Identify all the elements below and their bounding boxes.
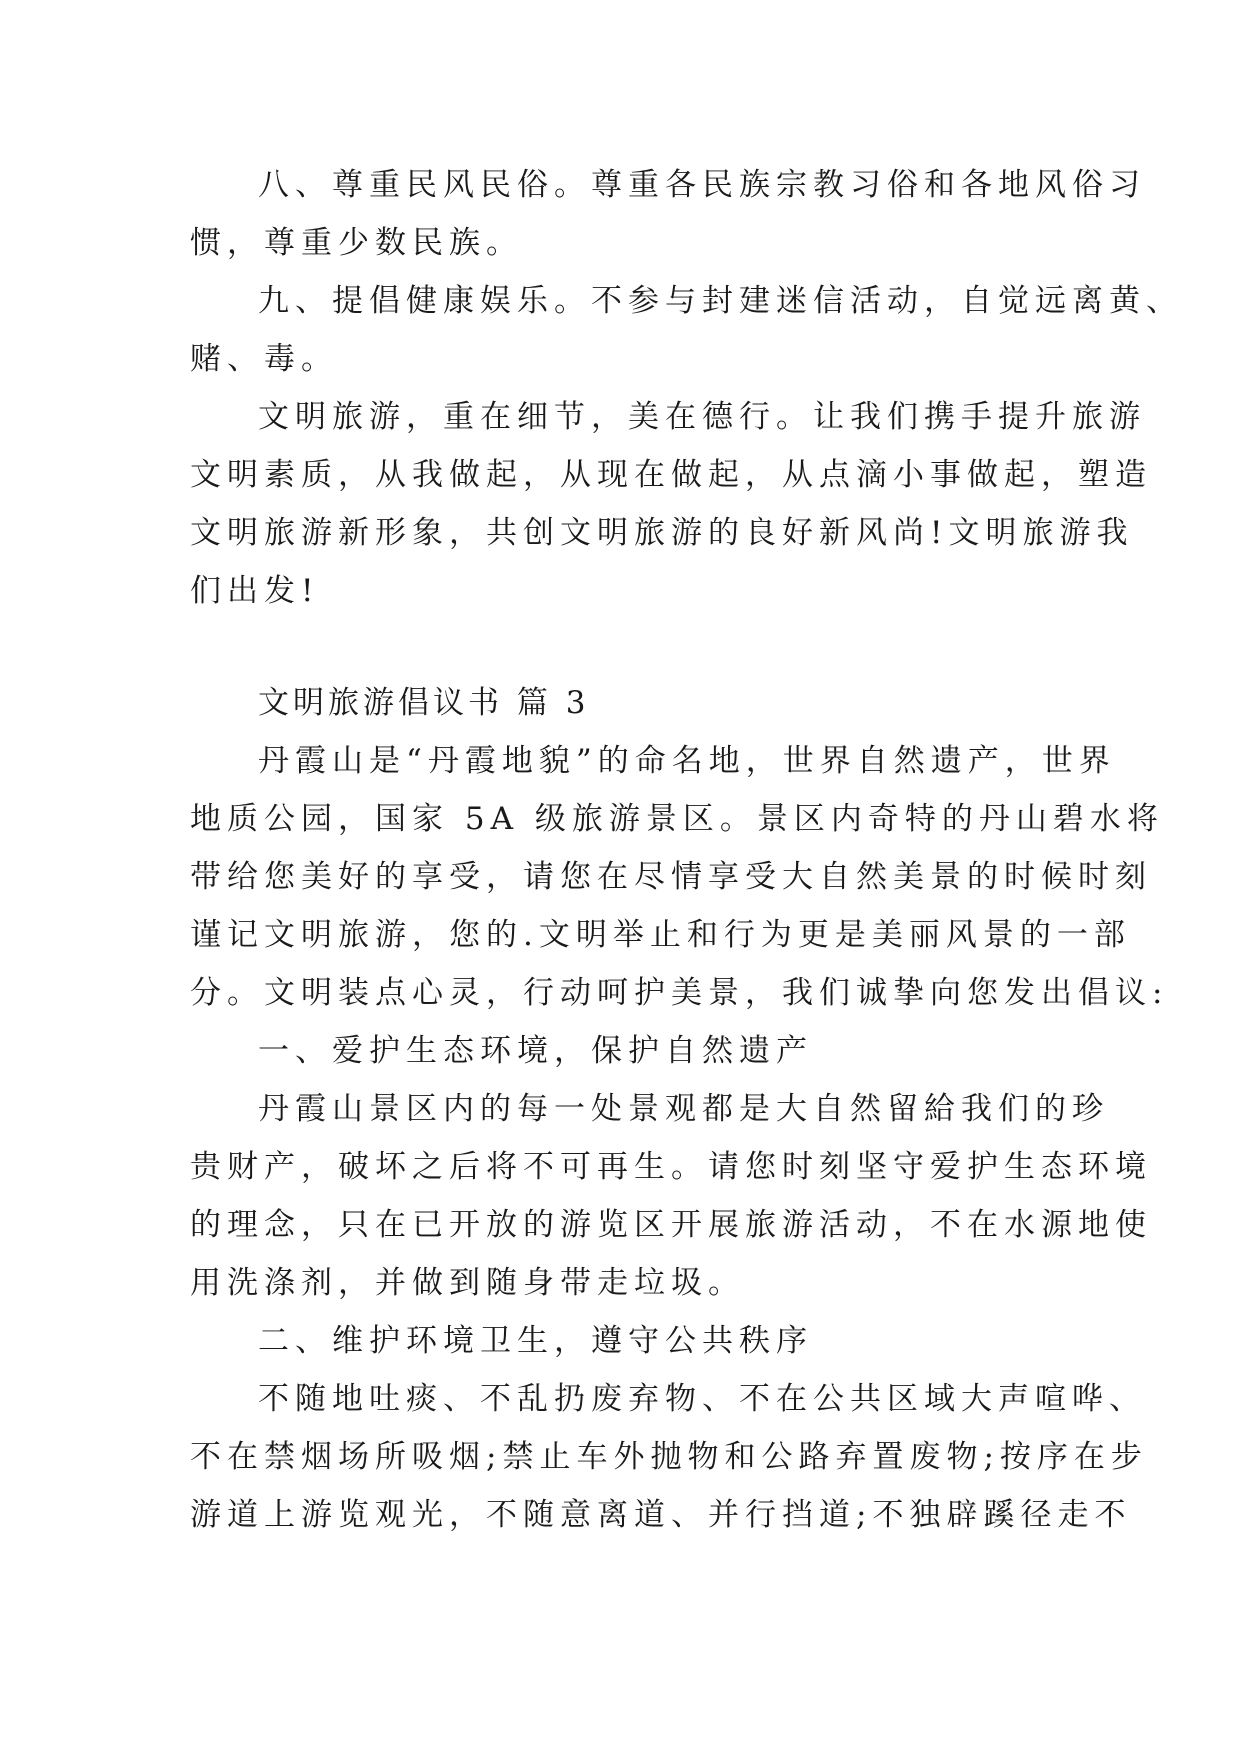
paragraph-line: 文明旅游，重在细节，美在德行。让我们携手提升旅游 bbox=[258, 399, 1146, 435]
paragraph-line: 贵财产，破坏之后将不可再生。请您时刻坚守爱护生态环境 bbox=[190, 1149, 1152, 1185]
paragraph-line: 惯，尊重少数民族。 bbox=[190, 225, 523, 261]
paragraph-line: 的理念，只在已开放的游览区开展旅游活动，不在水源地使 bbox=[190, 1207, 1152, 1243]
paragraph-line: 们出发! bbox=[190, 573, 320, 609]
paragraph-line: 九、提倡健康娱乐。不参与封建迷信活动，自觉远离黄、 bbox=[258, 283, 1183, 319]
paragraph-line: 谨记文明旅游，您的.文明举止和行为更是美丽风景的一部 bbox=[190, 917, 1131, 953]
paragraph-line: 赌、毒。 bbox=[190, 341, 338, 377]
paragraph-line: 文明素质，从我做起，从现在做起，从点滴小事做起，塑造 bbox=[190, 457, 1152, 493]
paragraph-line: 丹霞山是“丹霞地貌”的命名地，世界自然遗产，世界 bbox=[258, 743, 1116, 779]
paragraph-line: 不在禁烟场所吸烟;禁止车外抛物和公路弃置废物;按序在步 bbox=[190, 1439, 1148, 1475]
paragraph-line: 八、尊重民风民俗。尊重各民族宗教习俗和各地风俗习 bbox=[258, 167, 1146, 203]
paragraph-line: 用洗涤剂，并做到随身带走垃圾。 bbox=[190, 1265, 745, 1301]
paragraph-line: 带给您美好的享受，请您在尽情享受大自然美景的时候时刻 bbox=[190, 859, 1152, 895]
section-heading: 文明旅游倡议书 篇 3 bbox=[258, 685, 590, 721]
paragraph-line: 游道上游览观光，不随意离道、并行挡道;不独辟蹊径走不 bbox=[190, 1497, 1132, 1533]
subsection-heading: 二、维护环境卫生，遵守公共秩序 bbox=[258, 1323, 813, 1359]
paragraph-line: 丹霞山景区内的每一处景观都是大自然留給我们的珍 bbox=[258, 1091, 1109, 1127]
paragraph-line: 分。文明装点心灵，行动呵护美景，我们诚挚向您发出倡议: bbox=[190, 975, 1169, 1011]
subsection-heading: 一、爱护生态环境，保护自然遗产 bbox=[258, 1033, 813, 1069]
paragraph-line: 文明旅游新形象，共创文明旅游的良好新风尚!文明旅游我 bbox=[190, 515, 1134, 551]
paragraph-line: 地质公园，国家 5A 级旅游景区。景区内奇特的丹山碧水将 bbox=[190, 801, 1164, 837]
paragraph-line: 不随地吐痰、不乱扔废弃物、不在公共区域大声喧哗、 bbox=[258, 1381, 1146, 1417]
